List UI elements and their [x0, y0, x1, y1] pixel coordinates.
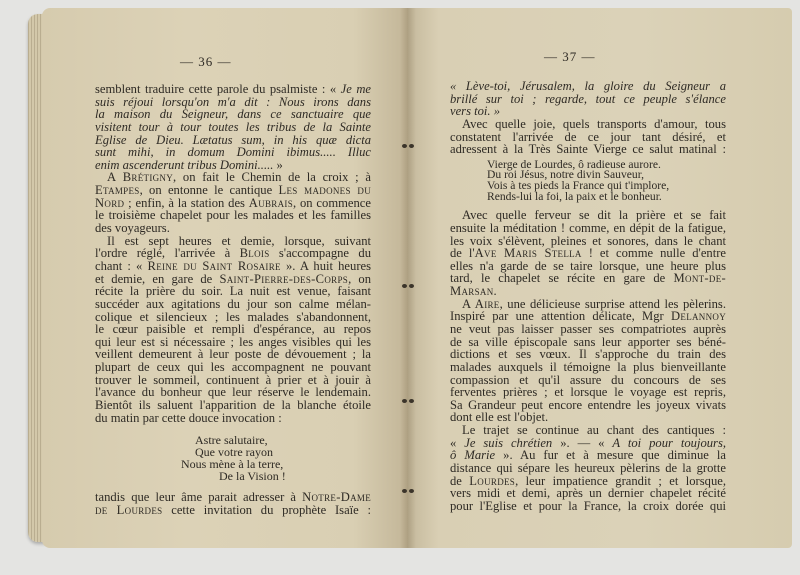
- small-caps-text: Reine du Saint Rosaire: [147, 258, 281, 273]
- text-segment: tandis que leur âme parait adresser à: [95, 490, 303, 505]
- text-segment: , leur impatience grandit ; et lorsque,: [515, 473, 726, 488]
- italic-text: Je suis chrétien: [464, 435, 553, 450]
- text-segment: Vierge de Lourdes, ô radieuse aurore.: [487, 157, 661, 171]
- text-line: [95, 504, 371, 517]
- italic-text: Eglise de Dieu. Lætatus sum, in his quæ dicta: [95, 132, 371, 147]
- text-segment: tard, le chapelet se récite en gare de: [450, 271, 674, 286]
- text-segment: .: [493, 284, 497, 299]
- text-segment: chant : «: [95, 258, 148, 273]
- paragraph-block: [450, 80, 726, 156]
- text-segment: De la Vision !: [219, 468, 286, 483]
- italic-text: suis réjoui lorsqu'on m'a dit : Nous irons dans: [95, 94, 371, 109]
- text-segment: ». — «: [552, 435, 613, 450]
- text-segment: et demie, en gare de: [95, 271, 220, 286]
- text-segment: des voyageurs.: [95, 221, 170, 236]
- text-segment: Il est sept heures et demie, lorsque, suivant: [107, 233, 371, 248]
- paragraph-block: [95, 83, 371, 424]
- text-segment: ! et comme nulle d'entre: [581, 246, 726, 261]
- text-segment: Nous mène à la terre,: [181, 456, 284, 471]
- small-caps-text: Mont-de-: [673, 271, 726, 286]
- text-segment: malades auxquels il témoigne la plus bienveillante: [450, 359, 726, 374]
- small-caps-text: Delannoy: [671, 309, 726, 324]
- staple-hole: [409, 399, 414, 403]
- text-segment: , on entonne le cantique: [139, 183, 279, 198]
- text-segment: veillent demeurent à leur poste de dévouement ; la: [95, 347, 371, 362]
- staple-hole: [402, 284, 407, 288]
- text-segment: semblent traduire cette parole du psalmiste : «: [95, 82, 341, 96]
- italic-text: A toi pour toujours,: [612, 435, 726, 450]
- text-segment: dont elle est l'objet.: [450, 410, 549, 425]
- text-segment: succéder aux agitations du jour son calme mélan-: [95, 296, 371, 311]
- text-segment: trouver le sommeil, continuent à prier et à jouir à: [95, 372, 371, 387]
- text-segment: ne veut pas laisser passer ses compatriotes auprès: [450, 321, 726, 336]
- text-segment: plupart de ceux qui les accompagnent ne pouvant: [95, 360, 371, 375]
- text-segment: le troisième chapelet pour les malades et les familles: [95, 208, 371, 223]
- right-page-text: [450, 80, 726, 513]
- text-line: [95, 468, 371, 483]
- text-segment: Sa Grandeur peut encore entendre les joyeux vivats: [450, 397, 726, 412]
- text-segment: Rends-lui la foi, la paix et le bonheur.: [487, 189, 662, 203]
- small-caps-text: Saint-Pierre-des-Corps: [219, 271, 349, 286]
- small-caps-text: Lourdes: [469, 473, 516, 488]
- paragraph-block: [450, 209, 726, 512]
- italic-text: « Lève-toi, Jérusalem, la gloire du Seigneur a: [450, 79, 726, 93]
- text-segment: de sa ville épiscopale sans leur apporter ses béné-: [450, 334, 726, 349]
- small-caps-text: Notre-Dame: [302, 490, 371, 505]
- left-page: [42, 8, 408, 548]
- italic-text: Je me: [340, 82, 371, 96]
- text-segment: «: [450, 435, 465, 450]
- italic-text: visitent tour à tour toutes les tribus de la Sainte: [95, 119, 371, 134]
- small-caps-text: A Brétigny: [107, 170, 174, 185]
- small-caps-text: Nord: [95, 195, 125, 210]
- text-segment: les voix s'élèvent, pleines et sonores, dans le chant: [450, 233, 726, 248]
- text-segment: distance qui sépare les heureux pèlerins de la grotte: [450, 461, 726, 476]
- small-caps-text: Etampes: [95, 183, 140, 198]
- small-caps-text: Ave Maris Stella: [474, 246, 582, 261]
- text-segment: Vois à tes pieds la France qui t'implore,: [487, 179, 670, 193]
- small-caps-text: de Lourdes: [95, 503, 163, 518]
- text-segment: Astre salutaire,: [195, 433, 268, 448]
- right-page: [408, 8, 792, 548]
- text-segment: pour l'Eglise et pour la France, la croix dorée qui: [450, 498, 726, 513]
- page-number: — 37 —: [544, 49, 596, 64]
- text-segment: de: [450, 473, 470, 488]
- text-segment: , on fait le Chemin de la croix ; à: [173, 170, 371, 185]
- text-segment: récite la prière du soir. La nuit est venue, faisant: [95, 284, 371, 299]
- italic-text: enim ascenderunt tribus Domini.....: [95, 157, 274, 172]
- text-segment: qui leur est si nécessaire ; les anges visibles qui les: [95, 334, 371, 349]
- text-segment: cette invitation du prophète Isaïe :: [162, 503, 372, 518]
- text-line: [450, 500, 726, 513]
- text-segment: Bientôt ils saluent l'apparition de la blanche étoile: [95, 398, 371, 413]
- text-segment: ». Au fur et à mesure que diminue la: [495, 448, 726, 463]
- text-segment: l'avance du bonheur que leur réserve le lendemain.: [95, 385, 371, 400]
- spine-shadow: [400, 8, 416, 548]
- staple-hole: [402, 489, 407, 493]
- text-segment: elles n'a garde de se taire lorsque, une heure plus: [450, 258, 726, 273]
- text-segment: Inspiré par une attention délicate, Mgr: [450, 309, 671, 324]
- text-segment: adressent à la Très Sainte Vierge ce salut matinal :: [450, 142, 726, 157]
- text-segment: le cœur paisible et rempli d'espérance, au repos: [95, 322, 371, 337]
- text-segment: ensuite la méditation ! comme, en dépit de la fatigue,: [450, 220, 726, 235]
- small-caps-text: Blois: [239, 246, 270, 261]
- text-line: [450, 189, 726, 203]
- text-segment: dictions et ses vœux. Il s'approche du train des: [450, 347, 726, 362]
- text-segment: , on commence: [293, 195, 371, 210]
- text-segment: Avec quelle ferveur se dit la prière et se fait: [462, 208, 726, 223]
- text-segment: ». A huit heures: [280, 258, 372, 273]
- open-book: [28, 8, 792, 548]
- small-caps-text: Les madones du: [278, 183, 371, 198]
- page-number: — 36 —: [180, 54, 232, 69]
- text-segment: ; enfin, à la station des: [124, 195, 249, 210]
- text-segment: colique et silencieux ; les malades s'abandonnent,: [95, 309, 371, 324]
- staple-hole: [402, 144, 407, 148]
- text-segment: Le trajet se continue au chant des cantiques :: [462, 423, 726, 438]
- text-segment: l'ordre réglé, l'arrivée à: [95, 246, 240, 261]
- text-segment: s'accompagne du: [269, 246, 372, 261]
- text-segment: constatent l'arrivée de ce jour tant désiré, et: [450, 129, 726, 144]
- verse-block: [450, 157, 726, 203]
- italic-text: brillé sur toi ; regarde, tout ce peuple s'élance: [450, 91, 726, 106]
- italic-text: ô Marie: [450, 448, 496, 463]
- text-segment: vers midi et demi, après un dernier chapelet récité: [450, 486, 726, 501]
- text-segment: de l': [450, 246, 475, 261]
- text-segment: »: [273, 157, 283, 172]
- text-segment: du matin par cette douce invocation :: [95, 410, 282, 425]
- small-caps-text: Marsan: [450, 284, 494, 299]
- text-segment: compassion et qu'il assure du concours de ses: [450, 372, 726, 387]
- small-caps-text: Aubrais: [248, 195, 293, 210]
- staple-hole: [409, 284, 414, 288]
- text-segment: Avec quelle joie, quels transports d'amour, tous: [462, 116, 726, 131]
- text-segment: , on: [348, 271, 372, 286]
- text-line: [95, 412, 371, 425]
- staple-hole: [402, 399, 407, 403]
- small-caps-text: A Aire: [462, 296, 500, 311]
- staple-hole: [409, 489, 414, 493]
- verse-block: [95, 435, 371, 482]
- italic-text: la maison du Seigneur, dans ce sanctuaire que: [95, 107, 371, 122]
- text-segment: Que votre rayon: [195, 445, 273, 460]
- text-segment: ferventes prières ; et lorsque le voyage est repris,: [450, 385, 726, 400]
- paragraph-block: [95, 491, 371, 516]
- left-page-text: [95, 83, 371, 517]
- text-segment: , une délicieuse surprise attend les pèlerins.: [499, 296, 726, 311]
- text-line: [450, 143, 726, 156]
- italic-text: sunt mihi, in domum Domini ibimus..... Illuc: [95, 145, 371, 160]
- text-segment: Du roi Jésus, notre divin Sauveur,: [487, 168, 644, 182]
- italic-text: vers toi. »: [450, 104, 501, 119]
- staple-hole: [409, 144, 414, 148]
